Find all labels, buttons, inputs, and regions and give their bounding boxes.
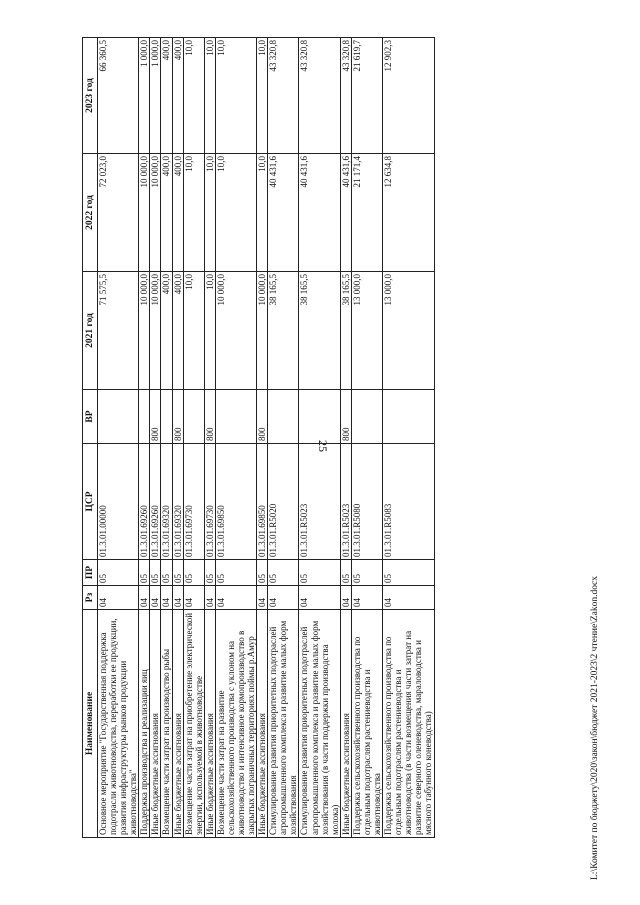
row-rz: 04	[268, 586, 299, 610]
row-pr: 05	[299, 560, 340, 586]
row-csr: 01.3.01.R5020	[268, 444, 299, 560]
row-pr: 05	[204, 560, 215, 586]
row-2021: 71 575,5	[98, 272, 139, 390]
table-row	[257, 38, 268, 838]
row-name: Поддержка сельскохозяйственного производства по отдельным подотраслям растениеводства и животноводства (в части возмещения части затрат на развитие северного оленеводства, мараловодства и мясного табунного коневодства)	[383, 610, 434, 838]
row-pr: 05	[139, 560, 150, 586]
header-rz: Рз	[83, 586, 98, 610]
header-2022: 2022 год	[83, 154, 98, 272]
header-2023: 2023 год	[83, 38, 98, 154]
row-2022: 400,0	[172, 154, 183, 272]
row-name: Поддержка сельскохозяйственного производства по отдельным подотраслям растениеводства и животноводства	[351, 610, 382, 838]
row-2023: 21 619,7	[351, 38, 382, 154]
row-name: Иные бюджетные ассигнования	[340, 610, 351, 838]
row-csr: 01.3.01.69730	[183, 444, 204, 560]
row-2021: 400,0	[161, 272, 172, 390]
row-vr	[215, 390, 256, 444]
row-name: Иные бюджетные ассигнования	[204, 610, 215, 838]
row-2023: 66 360,5	[98, 38, 139, 154]
row-csr: 01.3.01.R5023	[340, 444, 351, 560]
row-2021: 38 165,5	[299, 272, 340, 390]
row-2021: 38 165,5	[268, 272, 299, 390]
row-csr: 01.3.01.R5080	[351, 444, 382, 560]
table-row	[215, 38, 256, 838]
row-vr	[299, 390, 340, 444]
table-row	[150, 38, 161, 838]
row-pr: 05	[268, 560, 299, 586]
table-row	[383, 38, 434, 838]
row-name: Иные бюджетные ассигнования	[257, 610, 268, 838]
row-rz: 04	[172, 586, 183, 610]
row-rz: 04	[161, 586, 172, 610]
row-vr	[268, 390, 299, 444]
row-rz: 04	[183, 586, 204, 610]
row-name: Поддержка производства и реализации яиц	[139, 610, 150, 838]
row-2022: 400,0	[161, 154, 172, 272]
row-pr: 05	[215, 560, 256, 586]
row-vr	[383, 390, 434, 444]
row-vr	[351, 390, 382, 444]
row-csr: 01.3.01.69850	[215, 444, 256, 560]
header-csr: ЦСР	[83, 444, 98, 560]
table-row	[351, 38, 382, 838]
row-2022: 40 431,6	[299, 154, 340, 272]
row-2021: 10 000,0	[215, 272, 256, 390]
table-header-row	[83, 38, 98, 838]
budget-table	[82, 37, 435, 838]
row-vr: 800	[204, 390, 215, 444]
row-2023: 43 320,8	[340, 38, 351, 154]
row-2022: 21 171,4	[351, 154, 382, 272]
row-2022: 12 634,8	[383, 154, 434, 272]
row-2023: 1 000,0	[139, 38, 150, 154]
row-rz: 04	[98, 586, 139, 610]
row-pr: 05	[172, 560, 183, 586]
row-2023: 43 320,8	[299, 38, 340, 154]
row-csr: 01.3.01.69260	[150, 444, 161, 560]
row-2023: 10,0	[215, 38, 256, 154]
row-rz: 04	[150, 586, 161, 610]
row-2021: 13 000,0	[383, 272, 434, 390]
table-row	[204, 38, 215, 838]
table-row	[98, 38, 139, 838]
row-2023: 12 902,3	[383, 38, 434, 154]
row-vr	[183, 390, 204, 444]
row-2022: 72 023,0	[98, 154, 139, 272]
row-rz: 04	[215, 586, 256, 610]
row-2023: 10,0	[183, 38, 204, 154]
row-rz: 04	[299, 586, 340, 610]
row-2023: 10,0	[257, 38, 268, 154]
row-csr: 01.3.01.69320	[161, 444, 172, 560]
table-row	[172, 38, 183, 838]
row-2023: 400,0	[172, 38, 183, 154]
row-pr: 05	[98, 560, 139, 586]
row-rz: 04	[340, 586, 351, 610]
row-2022: 10,0	[183, 154, 204, 272]
row-csr: 01.3.01.69320	[172, 444, 183, 560]
row-name: Иные бюджетные ассигнования	[172, 610, 183, 838]
row-2021: 38 165,5	[340, 272, 351, 390]
row-rz: 04	[383, 586, 434, 610]
row-name: Стимулирование развития приоритетных подотраслей агропромышленного комплекса и развитие малых форм хозяйствования	[268, 610, 299, 838]
row-2022: 10,0	[215, 154, 256, 272]
row-csr: 01.3.01.69260	[139, 444, 150, 560]
row-2021: 10 000,0	[139, 272, 150, 390]
row-rz: 04	[257, 586, 268, 610]
table-row	[183, 38, 204, 838]
row-name: Стимулирование развития приоритетных подотраслей агропромышленного комплекса и развитие малых форм хозяйствования (в части поддержки производства молока)	[299, 610, 340, 838]
row-vr: 800	[257, 390, 268, 444]
row-csr: 01.3.01.R5083	[383, 444, 434, 560]
row-name: Возмещение части затрат на приобретение электрической энергии, используемой в животноводстве	[183, 610, 204, 838]
row-csr: 01.3.01.00000	[98, 444, 139, 560]
header-name: Наименование	[83, 610, 98, 838]
row-2021: 10 000,0	[257, 272, 268, 390]
row-vr	[98, 390, 139, 444]
row-2023: 1 000,0	[150, 38, 161, 154]
footer-file-path: L:\Комитет по бюджету\2020\закон\бюджет 2021-2023\2 чтение\Zakon.docx	[590, 576, 600, 880]
table-row	[299, 38, 340, 838]
row-2023: 43 320,8	[268, 38, 299, 154]
row-2022: 10,0	[204, 154, 215, 272]
page-number: 25	[316, 440, 330, 452]
table-row	[161, 38, 172, 838]
header-pr: ПР	[83, 560, 98, 586]
row-2023: 10,0	[204, 38, 215, 154]
row-2021: 13 000,0	[351, 272, 382, 390]
row-2022: 40 431,6	[268, 154, 299, 272]
row-2022: 10,0	[257, 154, 268, 272]
row-rz: 04	[351, 586, 382, 610]
row-rz: 04	[139, 586, 150, 610]
row-pr: 05	[340, 560, 351, 586]
row-name: Иные бюджетные ассигнования	[150, 610, 161, 838]
row-name: Возмещение части затрат на развитие сельскохозяйственного производства с уклоном на животноводство и интенсивное кормопроизводство в закрытых пограничных территориях поймы р.Амур	[215, 610, 256, 838]
row-pr: 05	[183, 560, 204, 586]
row-pr: 05	[150, 560, 161, 586]
row-csr: 01.3.01.69730	[204, 444, 215, 560]
row-rz: 04	[204, 586, 215, 610]
table-row	[139, 38, 150, 838]
row-2021: 10,0	[183, 272, 204, 390]
row-vr: 800	[340, 390, 351, 444]
table-row	[268, 38, 299, 838]
row-vr	[139, 390, 150, 444]
row-2022: 10 000,0	[139, 154, 150, 272]
row-csr: 01.3.01.R5023	[299, 444, 340, 560]
row-name: Основное мероприятие "Государственная поддержка подотрасли животноводства, переработки ее продукции, развития инфраструктуры рынков продукции животноводства"	[98, 610, 139, 838]
header-vr: ВР	[83, 390, 98, 444]
rotated-table-container	[82, 38, 570, 838]
row-2022: 10 000,0	[150, 154, 161, 272]
row-pr: 05	[257, 560, 268, 586]
row-vr: 800	[172, 390, 183, 444]
header-2021: 2021 год	[83, 272, 98, 390]
table-row	[340, 38, 351, 838]
row-2021: 400,0	[172, 272, 183, 390]
row-pr: 05	[383, 560, 434, 586]
row-vr	[161, 390, 172, 444]
row-2022: 40 431,6	[340, 154, 351, 272]
row-csr: 01.3.01.69850	[257, 444, 268, 560]
row-2023: 400,0	[161, 38, 172, 154]
row-pr: 05	[351, 560, 382, 586]
row-2021: 10 000,0	[150, 272, 161, 390]
row-name: Возмещение части затрат на производство рыбы	[161, 610, 172, 838]
row-2021: 10,0	[204, 272, 215, 390]
row-pr: 05	[161, 560, 172, 586]
row-vr: 800	[150, 390, 161, 444]
